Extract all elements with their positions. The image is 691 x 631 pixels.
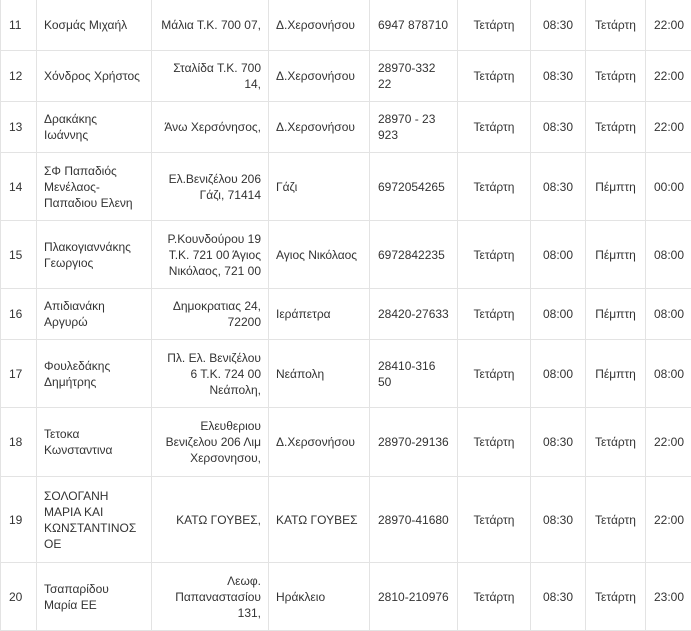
day-to: Τετάρτη (586, 0, 646, 51)
row-number: 15 (1, 221, 37, 289)
time-from: 08:30 (531, 0, 586, 51)
phone: 6947 878710 (370, 0, 458, 51)
address: Μάλια Τ.Κ. 700 07, (152, 0, 269, 51)
time-to: 22:00 (646, 51, 691, 102)
day-to: Τετάρτη (586, 102, 646, 153)
pharmacist-name: Κοσμάς Μιχαήλ (37, 0, 152, 51)
day-from: Τετάρτη (458, 563, 531, 631)
area: Γάζι (269, 153, 370, 221)
phone: 2810-210976 (370, 563, 458, 631)
row-number: 11 (1, 0, 37, 51)
address: ΚΑΤΩ ΓΟΥΒΕΣ, (152, 477, 269, 563)
row-number: 19 (1, 477, 37, 563)
time-from: 08:00 (531, 340, 586, 408)
time-from: 08:00 (531, 289, 586, 340)
phone: 28420-27633 (370, 289, 458, 340)
row-number: 20 (1, 563, 37, 631)
row-number: 13 (1, 102, 37, 153)
area: Δ.Χερσονήσου (269, 51, 370, 102)
day-to: Πέμπτη (586, 221, 646, 289)
day-from: Τετάρτη (458, 221, 531, 289)
day-to: Πέμπτη (586, 289, 646, 340)
day-to: Τετάρτη (586, 563, 646, 631)
area: Δ.Χερσονήσου (269, 408, 370, 477)
phone: 6972842235 (370, 221, 458, 289)
area: Δ.Χερσονήσου (269, 0, 370, 51)
row-number: 18 (1, 408, 37, 477)
row-number: 16 (1, 289, 37, 340)
pharmacist-name: ΣΦ Παπαδιός Μενέλαος-Παπαδιου Ελενη (37, 153, 152, 221)
phone: 28970-29136 (370, 408, 458, 477)
time-to: 23:00 (646, 563, 691, 631)
table-row (1, 0, 691, 51)
time-to: 08:00 (646, 340, 691, 408)
phone: 6972054265 (370, 153, 458, 221)
time-to: 08:00 (646, 221, 691, 289)
address: Ελ.Βενιζέλου 206 Γάζι, 71414 (152, 153, 269, 221)
time-from: 08:30 (531, 51, 586, 102)
row-number: 12 (1, 51, 37, 102)
phone: 28970-41680 (370, 477, 458, 563)
pharmacist-name: Τσαπαρίδου Μαρία ΕΕ (37, 563, 152, 631)
table-row (1, 102, 691, 153)
pharmacist-name: Απιδιανάκη Αργυρώ (37, 289, 152, 340)
day-to: Τετάρτη (586, 408, 646, 477)
address: Λεωφ. Παπαναστασίου 131, (152, 563, 269, 631)
time-to: 22:00 (646, 477, 691, 563)
day-from: Τετάρτη (458, 477, 531, 563)
table-row (1, 51, 691, 102)
time-to: 22:00 (646, 408, 691, 477)
day-from: Τετάρτη (458, 153, 531, 221)
table-row (1, 408, 691, 477)
time-from: 08:30 (531, 408, 586, 477)
table-row (1, 477, 691, 563)
area: Δ.Χερσονήσου (269, 102, 370, 153)
time-from: 08:30 (531, 102, 586, 153)
row-number: 17 (1, 340, 37, 408)
phone: 28970-332 22 (370, 51, 458, 102)
table-body (1, 0, 691, 631)
row-number: 14 (1, 153, 37, 221)
day-from: Τετάρτη (458, 340, 531, 408)
phone: 28970 - 23 923 (370, 102, 458, 153)
time-from: 08:30 (531, 563, 586, 631)
day-from: Τετάρτη (458, 102, 531, 153)
time-from: 08:30 (531, 477, 586, 563)
pharmacist-name: Πλακογιαννάκης Γεωργιος (37, 221, 152, 289)
day-from: Τετάρτη (458, 408, 531, 477)
time-to: 00:00 (646, 153, 691, 221)
table-row (1, 340, 691, 408)
address: Άνω Χερσόνησος, (152, 102, 269, 153)
day-from: Τετάρτη (458, 289, 531, 340)
pharmacist-name: Φουλεδάκης Δημήτρης (37, 340, 152, 408)
day-to: Πέμπτη (586, 153, 646, 221)
area: Νεάπολη (269, 340, 370, 408)
time-from: 08:00 (531, 221, 586, 289)
day-from: Τετάρτη (458, 51, 531, 102)
time-to: 22:00 (646, 0, 691, 51)
day-to: Πέμπτη (586, 340, 646, 408)
area: Αγιος Νικόλαος (269, 221, 370, 289)
table-row (1, 153, 691, 221)
pharmacist-name: Χόνδρος Χρήστος (37, 51, 152, 102)
area: Ηράκλειο (269, 563, 370, 631)
day-to: Τετάρτη (586, 477, 646, 563)
pharmacist-name: Τετοκα Κωνσταντινα (37, 408, 152, 477)
address: Πλ. Ελ. Βενιζέλου 6 Τ.Κ. 724 00 Νεάπολη, (152, 340, 269, 408)
address: Σταλίδα Τ.Κ. 700 14, (152, 51, 269, 102)
time-to: 22:00 (646, 102, 691, 153)
address: Ρ.Κουνδούρου 19 Τ.Κ. 721 00 Άγιος Νικόλαος, 721 00 (152, 221, 269, 289)
address: Δημοκρατιας 24, 72200 (152, 289, 269, 340)
address: Ελευθεριου Βενιζελου 206 Λιμ Χερσονησου, (152, 408, 269, 477)
area: Ιεράπετρα (269, 289, 370, 340)
area: ΚΑΤΩ ΓΟΥΒΕΣ (269, 477, 370, 563)
phone: 28410-316 50 (370, 340, 458, 408)
table-row (1, 221, 691, 289)
pharmacist-name: ΣΟΛΟΓΑΝΗ ΜΑΡΙΑ ΚΑΙ ΚΩΝΣΤΑΝΤΙΝΟΣ ΟΕ (37, 477, 152, 563)
table-row (1, 289, 691, 340)
time-to: 08:00 (646, 289, 691, 340)
table-row (1, 563, 691, 631)
pharmacist-name: Δρακάκης Ιωάννης (37, 102, 152, 153)
day-from: Τετάρτη (458, 0, 531, 51)
time-from: 08:30 (531, 153, 586, 221)
day-to: Τετάρτη (586, 51, 646, 102)
